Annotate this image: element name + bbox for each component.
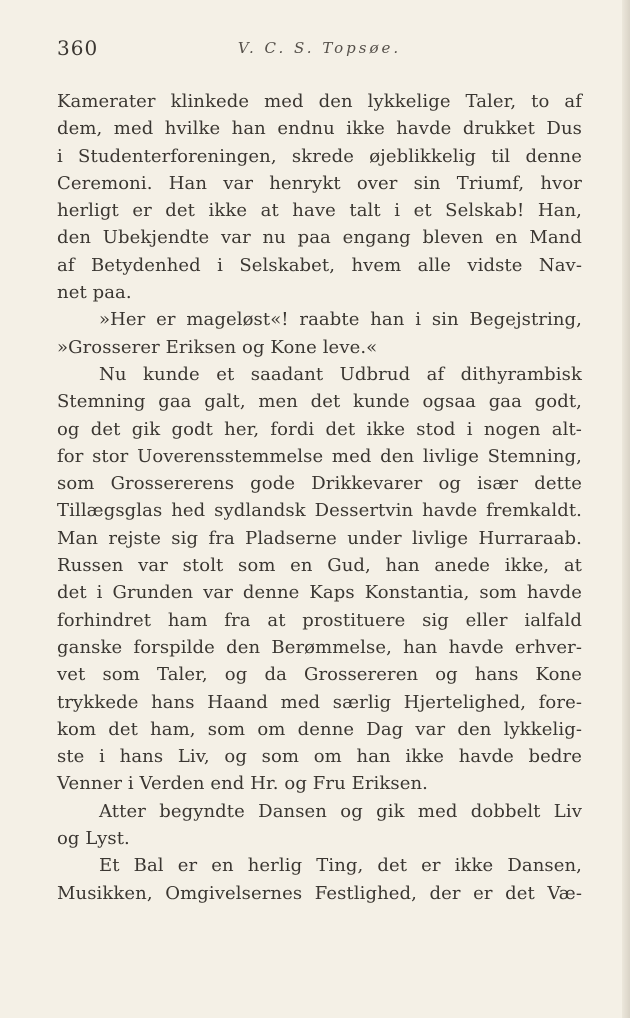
text-line: forhindret ham fra at prostituere sig eller ialfald bbox=[57, 609, 582, 631]
body-text bbox=[57, 88, 582, 907]
page-header bbox=[57, 36, 582, 64]
text-line: det i Grunden var denne Kaps Konstantia, som havde bbox=[57, 582, 582, 604]
text-line: net paa. bbox=[57, 282, 132, 304]
text-line: Musikken, Omgivelsernes Festlighed, der er det Væ- bbox=[57, 882, 582, 904]
text-line: som Grossererens gode Drikkevarer og især dette bbox=[57, 473, 582, 495]
text-line: Ceremoni. Han var henrykt over sin Triumf, hvor bbox=[57, 172, 582, 194]
text-line: Venner i Verden end Hr. og Fru Eriksen. bbox=[57, 773, 428, 795]
text-line: Et Bal er en herlig Ting, det er ikke Dansen, bbox=[99, 855, 582, 877]
text-line: »Grosserer Eriksen og Kone leve.« bbox=[57, 336, 378, 358]
page-gutter-edge bbox=[622, 0, 630, 1018]
text-line: herligt er det ikke at have talt i et Selskab! Han, bbox=[57, 200, 582, 222]
text-line: Russen var stolt som en Gud, han anede ikke, at bbox=[57, 555, 582, 577]
text-line: Man rejste sig fra Pladserne under livlige Hurraraab. bbox=[57, 527, 582, 549]
text-line: af Betydenhed i Selskabet, hvem alle vidste Nav- bbox=[57, 254, 582, 276]
text-line: trykkede hans Haand med særlig Hjertelighed, fore- bbox=[57, 691, 582, 713]
text-line: kom det ham, som om denne Dag var den lykkelig- bbox=[57, 718, 582, 740]
text-line: ste i hans Liv, og som om han ikke havde bedre bbox=[57, 746, 582, 768]
text-line: den Ubekjendte var nu paa engang bleven en Mand bbox=[57, 227, 582, 249]
text-line: Kamerater klinkede med den lykkelige Taler, to af bbox=[57, 91, 582, 112]
text-line: »Her er mageløst«! raabte han i sin Begejstring, bbox=[99, 309, 582, 331]
text-line: ganske forspilde den Berømmelse, han havde erhver- bbox=[57, 636, 582, 658]
text-line: og Lyst. bbox=[57, 828, 130, 850]
page-number: 360 bbox=[57, 36, 99, 60]
text-line: Atter begyndte Dansen og gik med dobbelt Liv bbox=[99, 800, 582, 822]
text-line: for stor Uoverensstemmelse med den livlige Stemning, bbox=[57, 445, 582, 467]
text-line: og det gik godt her, fordi det ikke stod i nogen alt- bbox=[57, 418, 582, 440]
text-line: Tillægsglas hed sydlandsk Dessertvin havde fremkaldt. bbox=[57, 500, 582, 522]
text-line: dem, med hvilke han endnu ikke havde drukket Dus bbox=[57, 118, 582, 140]
running-head: V. C. S. Topsøe. bbox=[237, 39, 402, 57]
text-line: i Studenterforeningen, skrede øjeblikkelig til denne bbox=[57, 145, 582, 167]
text-line: Nu kunde et saadant Udbrud af dithyrambisk bbox=[99, 363, 582, 385]
text-line: Stemning gaa galt, men det kunde ogsaa gaa godt, bbox=[57, 391, 582, 413]
text-line: vet som Taler, og da Grossereren og hans Kone bbox=[57, 664, 582, 686]
